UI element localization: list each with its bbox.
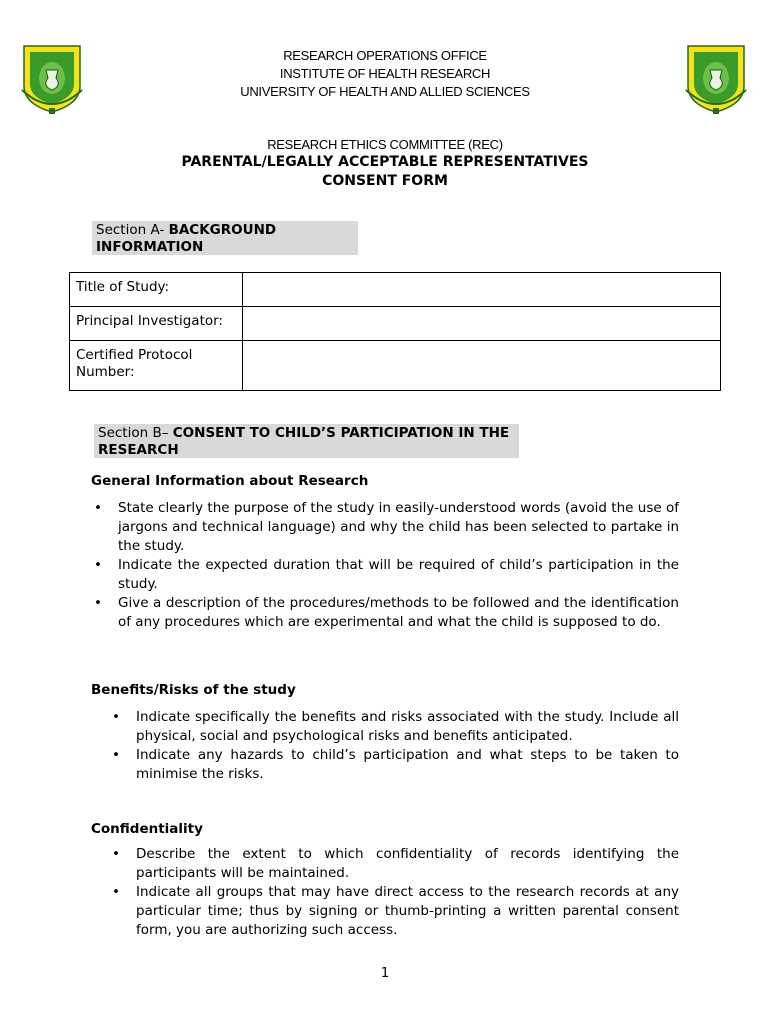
section-a-title: BACKGROUND INFORMATION [96,222,277,255]
section-b-title: CONSENT TO CHILD’S PARTICIPATION IN THE RESEARCH [98,425,510,458]
principal-investigator-field[interactable] [243,307,721,341]
section-b-heading [94,424,519,458]
list-item: • State clearly the purpose of the study in easily-understood words (avoid the use of jargons and technical language) and why the child has been selected to partake in the study. [92,499,679,556]
form-title-line1: PARENTAL/LEGALLY ACCEPTABLE REPRESENTATIVES [181,154,589,170]
protocol-number-field[interactable] [243,341,721,391]
list-item: • Indicate specifically the benefits and risks associated with the study. Include all physical, social and psychological risks and benefits anticipated. [110,708,679,746]
section-a-heading [92,221,358,255]
table-row [70,341,721,391]
list-item: • Indicate the expected duration that will be required of child’s participation in the study. [92,556,679,594]
principal-investigator-label: Principal Investigator: [70,307,243,341]
benefits-risks-heading: Benefits/Risks of the study [91,682,296,698]
committee-name: RESEARCH ETHICS COMMITTEE (REC) [267,137,503,152]
institute-name: INSTITUTE OF HEALTH RESEARCH [279,66,491,81]
table-row [70,273,721,307]
form-title-line2: CONSENT FORM [322,173,448,189]
page-number: 1 [380,965,390,981]
list-item: • Describe the extent to which confidentiality of records identifying the participants will be maintained. [110,845,679,883]
table-row [70,307,721,341]
list-item: • Indicate all groups that may have direct access to the research records at any particular time; thus by signing or thumb-printing a written parental consent form, you are authorizing such access. [110,883,679,940]
section-a-prefix: Section A- [96,222,169,238]
title-of-study-label: Title of Study: [70,273,243,307]
list-item: • Give a description of the procedures/methods to be followed and the identification of any procedures which are experimental and what the child is supposed to do. [92,594,679,632]
title-of-study-field[interactable] [243,273,721,307]
office-name: RESEARCH OPERATIONS OFFICE [283,48,487,63]
university-name: UNIVERSITY OF HEALTH AND ALLIED SCIENCES [240,84,530,99]
benefits-risks-list [110,708,679,784]
general-info-list [92,499,679,632]
section-b-prefix: Section B– [98,425,173,441]
background-info-table [69,272,721,391]
general-info-heading: General Information about Research [91,473,369,489]
confidentiality-heading: Confidentiality [91,821,203,837]
confidentiality-list [110,845,679,940]
list-item: • Indicate any hazards to child’s participation and what steps to be taken to minimise the risks. [110,746,679,784]
protocol-number-label: Certified Protocol Number: [70,341,243,391]
